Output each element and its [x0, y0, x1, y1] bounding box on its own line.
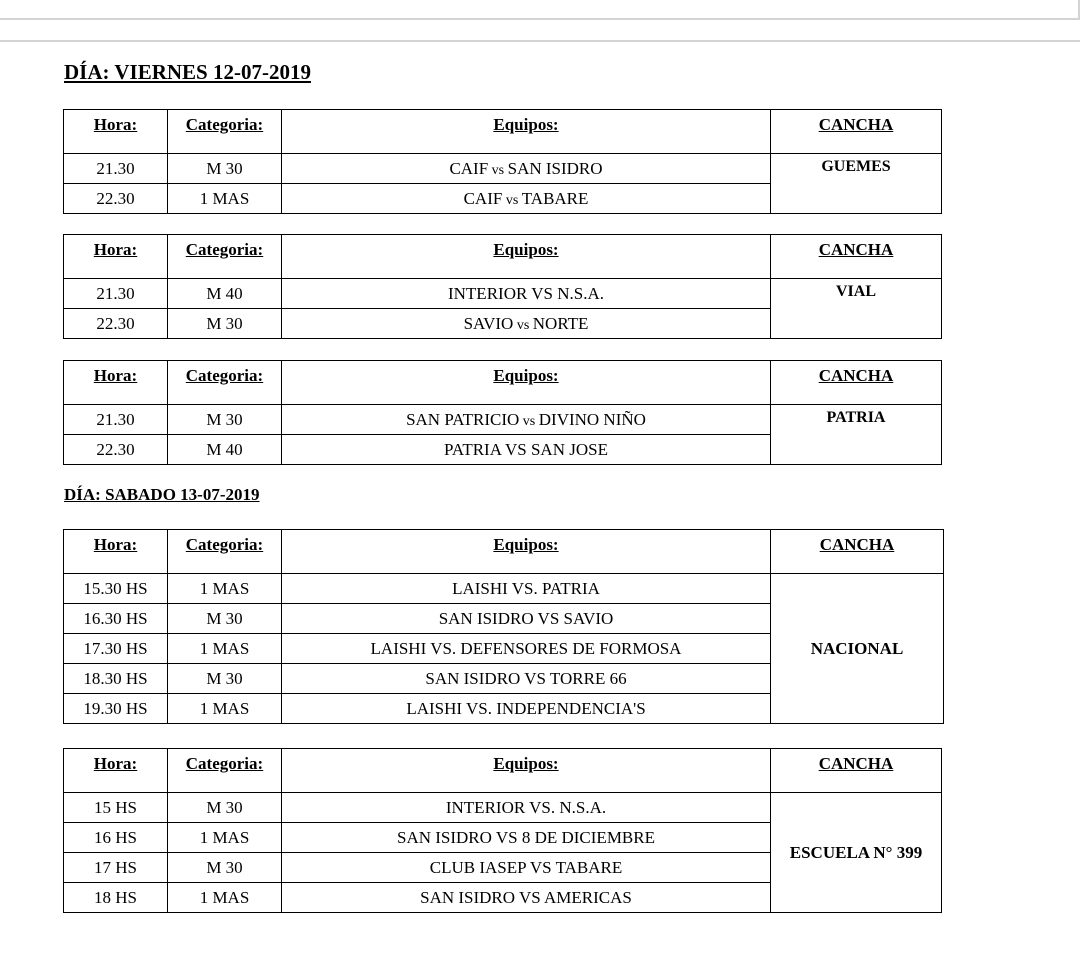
table-row — [64, 154, 942, 184]
cell-hora: 21.30 — [64, 405, 168, 435]
cell-cancha: NACIONAL — [771, 574, 944, 724]
header-categoria: Categoria: — [168, 110, 282, 154]
cell-categoria: M 40 — [168, 279, 282, 309]
schedule-table-guemes — [63, 109, 942, 214]
cell-equipos: SAN PATRICIO vs DIVINO NIÑO — [282, 405, 771, 435]
cell-equipos: CLUB IASEP VS TABARE — [282, 853, 771, 883]
cell-equipos: SAVIO vs NORTE — [282, 309, 771, 339]
cell-equipos: PATRIA VS SAN JOSE — [282, 435, 771, 465]
header-hora: Hora: — [64, 530, 168, 574]
cell-equipos: SAN ISIDRO VS 8 DE DICIEMBRE — [282, 823, 771, 853]
cell-cancha: GUEMES — [771, 154, 942, 214]
cell-categoria: M 30 — [168, 853, 282, 883]
cell-hora: 15 HS — [64, 793, 168, 823]
table-row — [64, 279, 942, 309]
cell-cancha: VIAL — [771, 279, 942, 339]
header-hora: Hora: — [64, 110, 168, 154]
cell-categoria: M 30 — [168, 604, 282, 634]
cell-hora: 22.30 — [64, 184, 168, 214]
day-title-saturday: DÍA: SABADO 13-07-2019 — [64, 485, 260, 504]
cell-equipos: LAISHI VS. PATRIA — [282, 574, 771, 604]
cell-hora: 17 HS — [64, 853, 168, 883]
header-equipos: Equipos: — [282, 749, 771, 793]
table-header-row — [64, 530, 944, 574]
cell-categoria: M 30 — [168, 154, 282, 184]
table-row — [64, 793, 942, 823]
header-categoria: Categoria: — [168, 235, 282, 279]
schedule-table-vial — [63, 234, 942, 339]
cell-hora: 21.30 — [64, 279, 168, 309]
cell-equipos: INTERIOR VS. N.S.A. — [282, 793, 771, 823]
cell-hora: 22.30 — [64, 309, 168, 339]
cell-cancha: PATRIA — [771, 405, 942, 465]
cell-categoria: M 30 — [168, 405, 282, 435]
header-equipos: Equipos: — [282, 361, 771, 405]
cell-equipos: CAIF vs TABARE — [282, 184, 771, 214]
cell-categoria: 1 MAS — [168, 823, 282, 853]
header-categoria: Categoria: — [168, 749, 282, 793]
cell-equipos: CAIF vs SAN ISIDRO — [282, 154, 771, 184]
header-equipos: Equipos: — [282, 110, 771, 154]
cell-categoria: M 40 — [168, 435, 282, 465]
cell-hora: 21.30 — [64, 154, 168, 184]
cell-hora: 19.30 HS — [64, 694, 168, 724]
cell-equipos: INTERIOR VS N.S.A. — [282, 279, 771, 309]
header-hora: Hora: — [64, 361, 168, 405]
cell-hora: 22.30 — [64, 435, 168, 465]
cell-categoria: M 30 — [168, 309, 282, 339]
table-header-row — [64, 110, 942, 154]
header-categoria: Categoria: — [168, 530, 282, 574]
header-equipos: Equipos: — [282, 235, 771, 279]
header-cancha: CANCHA — [771, 530, 944, 574]
cell-categoria: 1 MAS — [168, 883, 282, 913]
cell-hora: 18.30 HS — [64, 664, 168, 694]
cell-categoria: M 30 — [168, 793, 282, 823]
schedule-table-escuela — [63, 748, 942, 913]
cell-hora: 16.30 HS — [64, 604, 168, 634]
document-top-bar — [0, 0, 1080, 42]
table-header-row — [64, 361, 942, 405]
cell-equipos: LAISHI VS. DEFENSORES DE FORMOSA — [282, 634, 771, 664]
cell-categoria: 1 MAS — [168, 574, 282, 604]
cell-hora: 16 HS — [64, 823, 168, 853]
cell-categoria: 1 MAS — [168, 694, 282, 724]
cell-equipos: SAN ISIDRO VS SAVIO — [282, 604, 771, 634]
table-header-row — [64, 749, 942, 793]
cell-categoria: 1 MAS — [168, 184, 282, 214]
table-row — [64, 574, 944, 604]
cell-hora: 17.30 HS — [64, 634, 168, 664]
cell-equipos: LAISHI VS. INDEPENDENCIA'S — [282, 694, 771, 724]
schedule-table-nacional — [63, 529, 944, 724]
header-hora: Hora: — [64, 235, 168, 279]
header-cancha: CANCHA — [771, 749, 942, 793]
header-equipos: Equipos: — [282, 530, 771, 574]
table-header-row — [64, 235, 942, 279]
cell-hora: 18 HS — [64, 883, 168, 913]
cell-cancha: ESCUELA N° 399 — [771, 793, 942, 913]
schedule-table-patria — [63, 360, 942, 465]
cell-categoria: 1 MAS — [168, 634, 282, 664]
header-cancha: CANCHA — [771, 110, 942, 154]
header-hora: Hora: — [64, 749, 168, 793]
header-cancha: CANCHA — [771, 361, 942, 405]
table-row — [64, 405, 942, 435]
cell-categoria: M 30 — [168, 664, 282, 694]
day-title-friday: DÍA: VIERNES 12-07-2019 — [64, 60, 311, 84]
cell-equipos: SAN ISIDRO VS AMERICAS — [282, 883, 771, 913]
header-cancha: CANCHA — [771, 235, 942, 279]
cell-equipos: SAN ISIDRO VS TORRE 66 — [282, 664, 771, 694]
cell-hora: 15.30 HS — [64, 574, 168, 604]
header-categoria: Categoria: — [168, 361, 282, 405]
